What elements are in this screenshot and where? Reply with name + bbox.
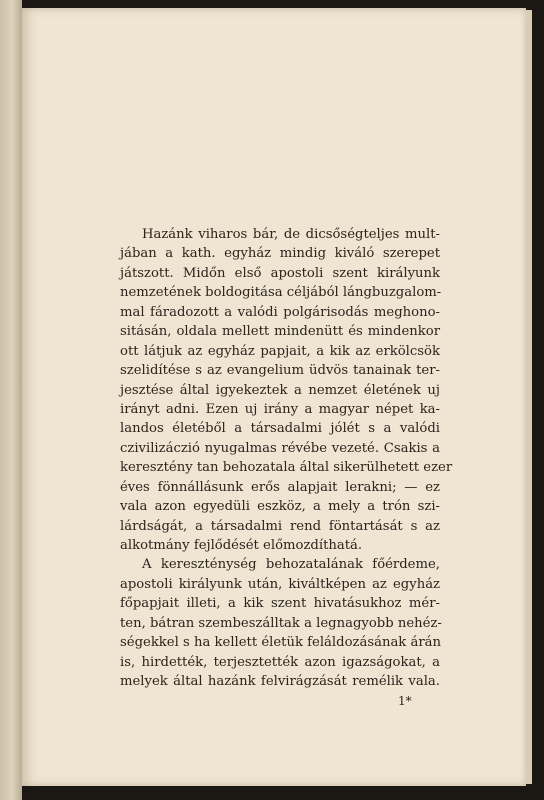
text-line: melyek által hazánk felvirágzását remélik vala. [120,674,440,690]
text-line: landos életéből a társadalmi jólét s a valódi [120,421,440,437]
page-text [120,225,453,692]
text-line: lárdságát, a társadalmi rend föntartását s az [120,518,440,534]
text-line: irányt adni. Ezen uj irány a magyar népet ka- [120,401,440,417]
text-line: ott látjuk az egyház papjait, a kik az erkölcsök [120,343,440,359]
text-line: szelidítése s az evangelium üdvös tanainak ter- [120,363,440,379]
text-line: alkotmány fejlődését előmozdíthatá. [120,538,363,553]
text-line: ségekkel s ha kellett életük feláldozásának árán [120,635,442,651]
text-line: Hazánk viharos bár, de dicsőségteljes mult- [142,227,440,242]
text-line: mal fáradozott a valódi polgárisodás meghono- [120,304,440,320]
page-number: 1* [398,694,412,708]
text-line: apostoli királyunk után, kiváltképen az egyház [120,576,440,592]
text-line: játszott. Midőn első apostoli szent királyunk [120,265,440,281]
text-line: keresztény tan behozatala által sikerülhetett ezer [120,460,453,476]
text-line: jában a kath. egyház mindig kiváló szerepet [120,246,440,262]
text-line: vala azon egyedüli eszköz, a mely a trón szi- [120,499,440,515]
text-line: jesztése által igyekeztek a nemzet életének uj [120,382,440,398]
text-line: A kereszténység behozatalának főérdeme, [142,557,440,573]
text-line: éves fönnállásunk erős alapjait lerakni; — ez [120,479,440,495]
book-left-edge [0,0,22,800]
paragraph-1 [120,225,453,555]
text-line: czivilizáczió nyugalmas révébe vezeté. Csakis a [120,440,440,456]
text-line: ten, bátran szembeszálltak a legnagyobb nehéz- [120,615,442,631]
book-right-edge [526,10,532,784]
text-line: nemzetének boldogitása céljából lángbuzgalom- [120,285,442,301]
text-line: főpapjait illeti, a kik szent hivatásukhoz mér- [120,596,440,612]
paragraph-2 [120,555,440,691]
text-line: sitásán, oldala mellett mindenütt és mindenkor [120,324,440,340]
text-line: is, hirdették, terjesztették azon igazságokat, a [120,654,440,670]
